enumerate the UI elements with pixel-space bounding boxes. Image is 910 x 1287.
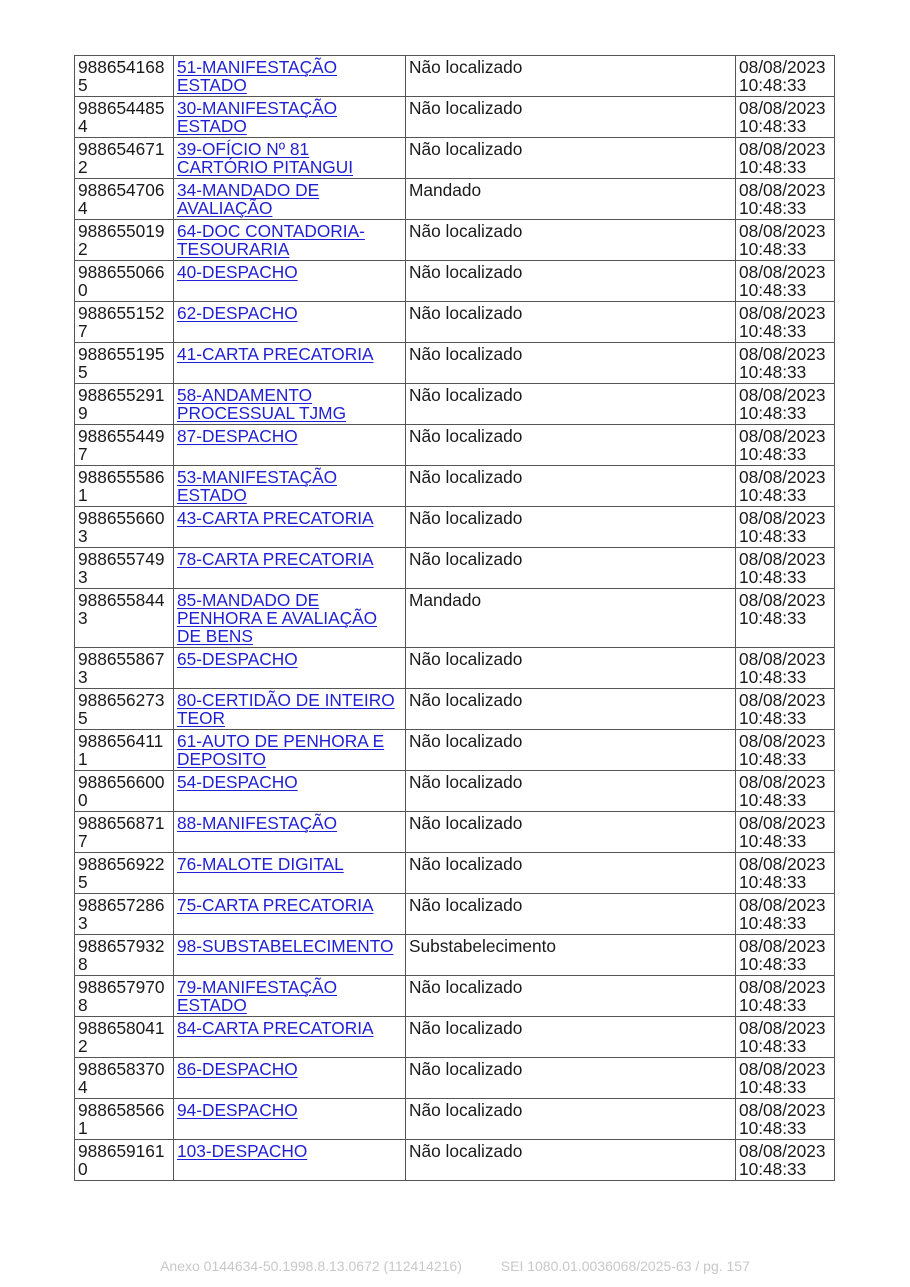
document-id-cell: 9886550660 xyxy=(75,261,174,302)
document-name-cell xyxy=(174,343,406,384)
document-link[interactable]: 43-CARTA PRECATORIA xyxy=(177,508,374,528)
document-name-cell xyxy=(174,1017,406,1058)
document-status-cell: Não localizado xyxy=(406,648,736,689)
document-id-cell: 9886572863 xyxy=(75,894,174,935)
document-datetime-cell xyxy=(736,976,835,1017)
document-name-cell xyxy=(174,138,406,179)
document-id-cell: 9886580412 xyxy=(75,1017,174,1058)
document-datetime-cell xyxy=(736,138,835,179)
table-row xyxy=(75,343,835,384)
document-name-cell xyxy=(174,589,406,648)
document-id-cell: 9886564111 xyxy=(75,730,174,771)
table-row xyxy=(75,935,835,976)
document-link[interactable]: 79-MANIFESTAÇÃO ESTADO xyxy=(177,977,338,1015)
document-datetime-cell xyxy=(736,589,835,648)
table-row xyxy=(75,1058,835,1099)
table-row xyxy=(75,771,835,812)
document-link[interactable]: 85-MANDADO DE PENHORA E AVALIAÇÃO DE BENS xyxy=(177,590,378,646)
table-row xyxy=(75,853,835,894)
document-name-cell xyxy=(174,1058,406,1099)
document-time: 10:48:33 xyxy=(739,1036,807,1056)
document-link[interactable]: 64-DOC CONTADORIA-TESOURARIA xyxy=(177,221,365,259)
document-time: 10:48:33 xyxy=(739,667,807,687)
document-link[interactable]: 61-AUTO DE PENHORA E DEPOSITO xyxy=(177,731,385,769)
document-date: 08/08/2023 xyxy=(739,98,826,118)
document-date: 08/08/2023 xyxy=(739,1018,826,1038)
document-time: 10:48:33 xyxy=(739,749,807,769)
document-date: 08/08/2023 xyxy=(739,936,826,956)
document-link[interactable]: 75-CARTA PRECATORIA xyxy=(177,895,374,915)
document-id-cell: 9886562735 xyxy=(75,689,174,730)
document-status-cell: Não localizado xyxy=(406,261,736,302)
document-datetime-cell xyxy=(736,771,835,812)
table-row xyxy=(75,220,835,261)
table-row xyxy=(75,56,835,97)
document-date: 08/08/2023 xyxy=(739,426,826,446)
document-datetime-cell xyxy=(736,730,835,771)
document-time: 10:48:33 xyxy=(739,995,807,1015)
document-status-cell: Não localizado xyxy=(406,384,736,425)
document-name-cell xyxy=(174,384,406,425)
document-date: 08/08/2023 xyxy=(739,854,826,874)
table-row xyxy=(75,97,835,138)
document-id-cell: 9886551527 xyxy=(75,302,174,343)
document-time: 10:48:33 xyxy=(739,608,807,628)
document-status-cell: Não localizado xyxy=(406,97,736,138)
footer-sei: SEI 1080.01.0036068/2025-63 / pg. 157 xyxy=(500,1258,750,1274)
document-link[interactable]: 84-CARTA PRECATORIA xyxy=(177,1018,374,1038)
document-datetime-cell xyxy=(736,1017,835,1058)
document-datetime-cell xyxy=(736,1058,835,1099)
document-status-cell: Não localizado xyxy=(406,56,736,97)
footer-anexo: Anexo 0144634-50.1998.8.13.0672 (112414216) xyxy=(160,1258,462,1274)
document-status-cell: Não localizado xyxy=(406,853,736,894)
document-datetime-cell xyxy=(736,384,835,425)
document-datetime-cell xyxy=(736,812,835,853)
table-row xyxy=(75,1140,835,1181)
document-date: 08/08/2023 xyxy=(739,467,826,487)
document-datetime-cell xyxy=(736,689,835,730)
document-id-cell: 9886551955 xyxy=(75,343,174,384)
document-datetime-cell xyxy=(736,220,835,261)
document-name-cell xyxy=(174,466,406,507)
document-link[interactable]: 34-MANDADO DE AVALIAÇÃO xyxy=(177,180,320,218)
document-name-cell xyxy=(174,179,406,220)
document-link[interactable]: 65-DESPACHO xyxy=(177,649,298,669)
document-datetime-cell xyxy=(736,1140,835,1181)
document-date: 08/08/2023 xyxy=(739,731,826,751)
document-link[interactable]: 58-ANDAMENTO PROCESSUAL TJMG xyxy=(177,385,347,423)
document-id-cell: 9886583704 xyxy=(75,1058,174,1099)
document-date: 08/08/2023 xyxy=(739,57,826,77)
document-time: 10:48:33 xyxy=(739,954,807,974)
document-id-cell: 9886552919 xyxy=(75,384,174,425)
document-date: 08/08/2023 xyxy=(739,262,826,282)
document-date: 08/08/2023 xyxy=(739,303,826,323)
document-id-cell: 9886541685 xyxy=(75,56,174,97)
table-row xyxy=(75,302,835,343)
document-time: 10:48:33 xyxy=(739,1118,807,1138)
document-id-cell: 9886579328 xyxy=(75,935,174,976)
document-link[interactable]: 98-SUBSTABELECIMENTO xyxy=(177,936,394,956)
document-date: 08/08/2023 xyxy=(739,385,826,405)
document-time: 10:48:33 xyxy=(739,872,807,892)
document-datetime-cell xyxy=(736,179,835,220)
table-row xyxy=(75,138,835,179)
document-name-cell xyxy=(174,1140,406,1181)
document-datetime-cell xyxy=(736,853,835,894)
document-datetime-cell xyxy=(736,425,835,466)
document-time: 10:48:33 xyxy=(739,198,807,218)
document-datetime-cell xyxy=(736,935,835,976)
table-row xyxy=(75,466,835,507)
document-link[interactable]: 88-MANIFESTAÇÃO xyxy=(177,813,338,833)
table-row xyxy=(75,730,835,771)
document-link[interactable]: 94-DESPACHO xyxy=(177,1100,298,1120)
document-link[interactable]: 40-DESPACHO xyxy=(177,262,298,282)
document-date: 08/08/2023 xyxy=(739,1100,826,1120)
table-row xyxy=(75,648,835,689)
document-datetime-cell xyxy=(736,894,835,935)
document-id-cell: 9886569225 xyxy=(75,853,174,894)
document-date: 08/08/2023 xyxy=(739,813,826,833)
document-status-cell: Não localizado xyxy=(406,689,736,730)
document-id-cell: 9886566000 xyxy=(75,771,174,812)
document-time: 10:48:33 xyxy=(739,913,807,933)
document-date: 08/08/2023 xyxy=(739,1059,826,1079)
document-name-cell xyxy=(174,302,406,343)
table-row xyxy=(75,976,835,1017)
document-datetime-cell xyxy=(736,548,835,589)
document-status-cell: Não localizado xyxy=(406,220,736,261)
table-row xyxy=(75,894,835,935)
document-date: 08/08/2023 xyxy=(739,221,826,241)
document-time: 10:48:33 xyxy=(739,362,807,382)
table-row xyxy=(75,812,835,853)
document-time: 10:48:33 xyxy=(739,321,807,341)
document-time: 10:48:33 xyxy=(739,485,807,505)
documents-table-body xyxy=(75,56,835,1181)
document-time: 10:48:33 xyxy=(739,1159,807,1179)
document-date: 08/08/2023 xyxy=(739,895,826,915)
document-name-cell xyxy=(174,689,406,730)
document-time: 10:48:33 xyxy=(739,831,807,851)
document-id-cell: 9886544854 xyxy=(75,97,174,138)
table-row xyxy=(75,507,835,548)
document-time: 10:48:33 xyxy=(739,403,807,423)
document-id-cell: 9886585661 xyxy=(75,1099,174,1140)
document-name-cell xyxy=(174,730,406,771)
document-date: 08/08/2023 xyxy=(739,139,826,159)
document-id-cell: 9886558443 xyxy=(75,589,174,648)
document-id-cell: 9886546712 xyxy=(75,138,174,179)
document-link[interactable]: 62-DESPACHO xyxy=(177,303,298,323)
document-time: 10:48:33 xyxy=(739,116,807,136)
document-name-cell xyxy=(174,261,406,302)
table-row xyxy=(75,384,835,425)
document-status-cell: Não localizado xyxy=(406,771,736,812)
document-name-cell xyxy=(174,812,406,853)
table-row xyxy=(75,589,835,648)
document-name-cell xyxy=(174,894,406,935)
document-datetime-cell xyxy=(736,302,835,343)
document-name-cell xyxy=(174,935,406,976)
document-id-cell: 9886591610 xyxy=(75,1140,174,1181)
document-status-cell: Não localizado xyxy=(406,548,736,589)
document-datetime-cell xyxy=(736,97,835,138)
document-link[interactable]: 87-DESPACHO xyxy=(177,426,298,446)
document-date: 08/08/2023 xyxy=(739,549,826,569)
document-link[interactable]: 51-MANIFESTAÇÃO ESTADO xyxy=(177,57,338,95)
document-datetime-cell xyxy=(736,1099,835,1140)
document-time: 10:48:33 xyxy=(739,526,807,546)
document-date: 08/08/2023 xyxy=(739,977,826,997)
document-date: 08/08/2023 xyxy=(739,649,826,669)
document-id-cell: 9886557493 xyxy=(75,548,174,589)
document-status-cell: Não localizado xyxy=(406,1017,736,1058)
document-date: 08/08/2023 xyxy=(739,1141,826,1161)
document-datetime-cell xyxy=(736,261,835,302)
document-link[interactable]: 78-CARTA PRECATORIA xyxy=(177,549,374,569)
document-date: 08/08/2023 xyxy=(739,180,826,200)
document-date: 08/08/2023 xyxy=(739,590,826,610)
document-datetime-cell xyxy=(736,466,835,507)
document-link[interactable]: 41-CARTA PRECATORIA xyxy=(177,344,374,364)
document-name-cell xyxy=(174,648,406,689)
page-footer xyxy=(0,1258,910,1274)
document-status-cell: Não localizado xyxy=(406,976,736,1017)
document-id-cell: 9886568717 xyxy=(75,812,174,853)
document-datetime-cell xyxy=(736,648,835,689)
document-name-cell xyxy=(174,1099,406,1140)
document-id-cell: 9886579708 xyxy=(75,976,174,1017)
document-status-cell: Não localizado xyxy=(406,1058,736,1099)
document-link[interactable]: 30-MANIFESTAÇÃO ESTADO xyxy=(177,98,338,136)
document-name-cell xyxy=(174,97,406,138)
document-id-cell: 9886550192 xyxy=(75,220,174,261)
document-status-cell: Não localizado xyxy=(406,812,736,853)
document-name-cell xyxy=(174,425,406,466)
document-name-cell xyxy=(174,771,406,812)
document-datetime-cell xyxy=(736,343,835,384)
document-datetime-cell xyxy=(736,507,835,548)
document-name-cell xyxy=(174,976,406,1017)
document-id-cell: 9886555861 xyxy=(75,466,174,507)
document-time: 10:48:33 xyxy=(739,75,807,95)
document-time: 10:48:33 xyxy=(739,567,807,587)
document-status-cell: Não localizado xyxy=(406,425,736,466)
document-status-cell: Não localizado xyxy=(406,507,736,548)
document-time: 10:48:33 xyxy=(739,280,807,300)
document-link[interactable]: 53-MANIFESTAÇÃO ESTADO xyxy=(177,467,338,505)
document-name-cell xyxy=(174,507,406,548)
document-time: 10:48:33 xyxy=(739,1077,807,1097)
document-link[interactable]: 103-DESPACHO xyxy=(177,1141,308,1161)
document-id-cell: 9886554497 xyxy=(75,425,174,466)
table-row xyxy=(75,1017,835,1058)
document-status-cell: Mandado xyxy=(406,589,736,648)
document-time: 10:48:33 xyxy=(739,239,807,259)
document-name-cell xyxy=(174,548,406,589)
document-id-cell: 9886558673 xyxy=(75,648,174,689)
document-link[interactable]: 54-DESPACHO xyxy=(177,772,298,792)
table-row xyxy=(75,548,835,589)
document-link[interactable]: 39-OFÍCIO Nº 81 CARTÓRIO PITANGUI xyxy=(177,139,354,177)
documents-table xyxy=(74,55,835,1181)
document-time: 10:48:33 xyxy=(739,790,807,810)
document-status-cell: Não localizado xyxy=(406,1140,736,1181)
document-name-cell xyxy=(174,853,406,894)
document-time: 10:48:33 xyxy=(739,708,807,728)
document-date: 08/08/2023 xyxy=(739,508,826,528)
document-time: 10:48:33 xyxy=(739,444,807,464)
document-status-cell: Não localizado xyxy=(406,894,736,935)
table-row xyxy=(75,689,835,730)
document-datetime-cell xyxy=(736,56,835,97)
document-link[interactable]: 80-CERTIDÃO DE INTEIRO TEOR xyxy=(177,690,395,728)
table-row xyxy=(75,425,835,466)
document-date: 08/08/2023 xyxy=(739,690,826,710)
document-name-cell xyxy=(174,220,406,261)
document-link[interactable]: 86-DESPACHO xyxy=(177,1059,298,1079)
document-status-cell: Não localizado xyxy=(406,302,736,343)
document-time: 10:48:33 xyxy=(739,157,807,177)
document-name-cell xyxy=(174,56,406,97)
document-id-cell: 9886547064 xyxy=(75,179,174,220)
document-status-cell: Não localizado xyxy=(406,730,736,771)
document-id-cell: 9886556603 xyxy=(75,507,174,548)
document-status-cell: Não localizado xyxy=(406,343,736,384)
table-row xyxy=(75,261,835,302)
table-row xyxy=(75,179,835,220)
table-row xyxy=(75,1099,835,1140)
document-link[interactable]: 76-MALOTE DIGITAL xyxy=(177,854,344,874)
document-status-cell: Mandado xyxy=(406,179,736,220)
document-date: 08/08/2023 xyxy=(739,772,826,792)
document-status-cell: Substabelecimento xyxy=(406,935,736,976)
document-date: 08/08/2023 xyxy=(739,344,826,364)
document-status-cell: Não localizado xyxy=(406,1099,736,1140)
document-status-cell: Não localizado xyxy=(406,138,736,179)
document-status-cell: Não localizado xyxy=(406,466,736,507)
